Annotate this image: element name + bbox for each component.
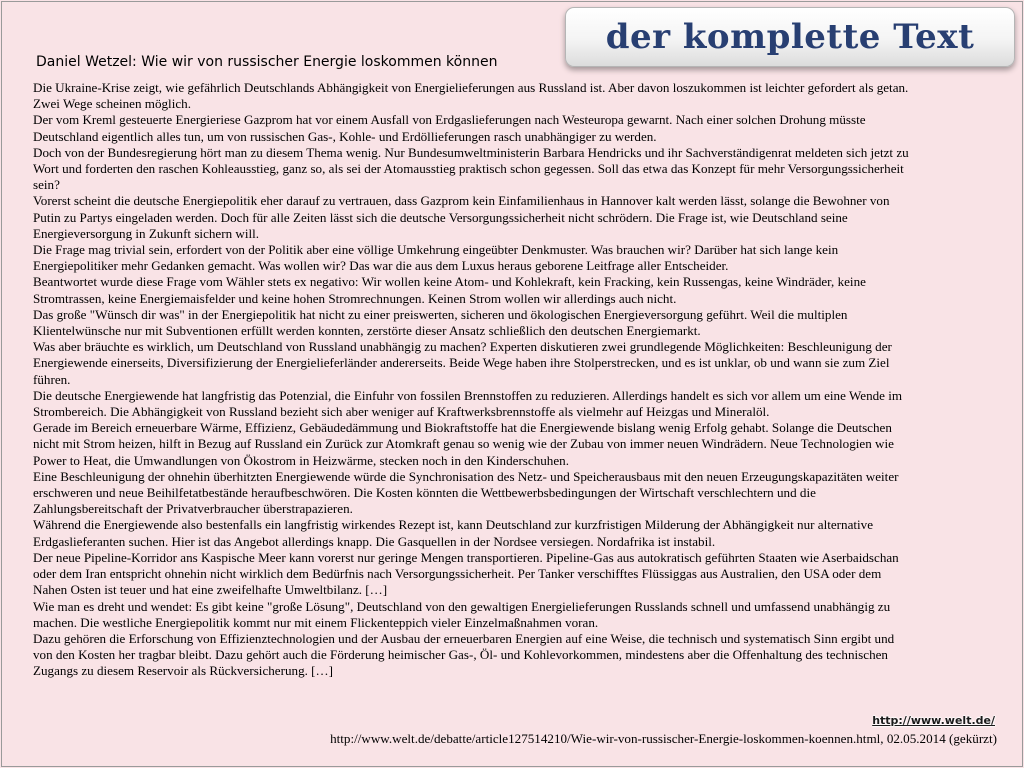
body-line: Die Ukraine-Krise zeigt, wie gefährlich Deutschlands Abhängigkeit von Energielieferungen aus Russland ist. Aber davon loszukommen ist leichter gefordert als getan. [33,80,909,95]
body-line: Dazu gehören die Erforschung von Effizienztechnologien und der Ausbau der erneuerbaren Energien auf eine Weise, die technisch und systematisch Sinn ergibt und [33,630,895,646]
body-line: Die Frage mag trivial sein, erfordert von der Politik aber eine völlige Umkehrung eingeübter Denkmuster. Was brauchen wir? Darüber hat sich lange kein [33,242,839,258]
body-line: machen. Die westliche Energiepolitik kommt nur mit einem Flickenteppich vieler Einzelmaßnahmen voran. [33,614,599,630]
body-line: Doch von der Bundesregierung hört man zu diesem Thema wenig. Nur Bundesumweltministerin Barbara Hendricks und ihr Sachverständigenrat meldeten sich jetzt zu [33,144,909,160]
body-line: oder dem Iran entspricht ohnehin nicht wirklich dem Bedürfnis nach Versorgungssicherheit. Per Tanker verschifftes Flüssiggas aus Australien, den USA oder dem [33,566,882,582]
body-line: Wort und forderten den raschen Kohleausstieg, ganz so, als sei der Atomausstieg praktisch schon gegessen. Soll das etwa das Konzept für mehr Versorgungssicherheit [33,161,904,177]
body-line: Zugangs zu diesem Reservoir als Rückversicherung. […] [33,663,333,679]
body-line: führen. [33,371,71,387]
body-line: Der vom Kreml gesteuerte Energieriese Gazprom hat vor einem Ausfall von Erdgaslieferungen nach Westeuropa gewarnt. Nach einer solchen Drohung müsste [33,112,866,128]
welt-link[interactable]: http://www.welt.de/ [872,714,995,727]
body-line: Vorerst scheint die deutsche Energiepolitik eher darauf zu vertrauen, dass Gazprom kein Einfamilienhaus in Hannover kalt werden lässt, solange die Bewohner von [33,193,890,209]
body-line: Das große "Wünsch dir was" in der Energiepolitik hat nicht zu einer preiswerten, sicheren und ökologischen Energieversorgung geführt. Weil die multiplen [33,306,848,322]
body-line: Power to Heat, die Umwandlungen von Ökostrom in Heizwärme, stecken noch in den Kinderschuhen. [33,452,569,468]
body-line: nicht mit Strom heizen, hilft in Bezug auf Russland ein Zurück zur Atomkraft genau so wenig wie der Zubau von immer neuen Windrädern. Neue Technologien wie [33,436,894,452]
source-citation: http://www.welt.de/debatte/article127514210/Wie-wir-von-russischer-Energie-loskommen-koennen.html, 02.05.2014 (gekürzt) [330,731,997,746]
body-line: erschweren und neue Beihilfetatbestände heraufbeschwören. Die Kosten könnten die Wettbewerbsbedingungen der Wirtschaft verschlechtern und die [33,485,816,501]
body-line: Strombereich. Die Abhängigkeit von Russland bezieht sich aber weniger auf Kraftwerksbrennstoffe als vielmehr auf Heizgas und Mineralöl. [33,404,770,420]
body-line: Zwei Wege scheinen möglich. [33,96,191,112]
article-heading: Daniel Wetzel: Wie wir von russischer Energie loskommen können [36,54,498,70]
title-banner [565,7,1015,67]
body-line: Die deutsche Energiewende hat langfristig das Potenzial, die Einfuhr von fossilen Brennstoffen zu reduzieren. Allerdings handelt es sich vor allem um eine Wende im [33,387,903,403]
body-line: Deutschland eigentlich alles tun, um von russischen Gas-, Kohle- und Erdöllieferungen rasch unabhängiger zu werden. [33,128,657,144]
body-line: Zahlungsbereitschaft der Privatverbraucher überstrapazieren. [33,501,353,517]
body-line: von den Kosten her tragbar bleibt. Dazu gehört auch die Förderung heimischer Gas-, Öl- und Kohlevorkommen, mindestens aber die Offenhaltung des technischen [33,647,888,663]
body-line: Während die Energiewende also bestenfalls ein langfristig wirkendes Rezept ist, kann Deutschland zur kurzfristigen Milderung der Abhängigkeit nur alternative [33,517,874,533]
body-line: Erdgaslieferanten suchen. Hier ist das Angebot allerdings knapp. Die Gasquellen in der Nordsee versiegen. Nordafrika ist instabil. [33,533,716,549]
body-line: Nahen Osten ist teuer und hat eine zweifelhafte Umweltbilanz. […] [33,582,388,598]
body-line: Der neue Pipeline-Korridor ans Kaspische Meer kann vorerst nur geringe Mengen transportieren. Pipeline-Gas aus autokratisch geführten Staaten wie Aserbaidschan [33,549,899,565]
body-line: Stromtrassen, keine Energiemaisfelder und keine hohen Stromrechnungen. Keinen Strom wollen wir allerdings auch nicht. [33,290,677,306]
body-line: Energiewende einerseits, Diversifizierung der Energielieferländer andererseits. Beide Wege haben ihre Stolperstrecken, und es ist unklar, ob und wann sie zum Ziel [33,355,890,371]
body-line: Gerade im Bereich erneuerbare Wärme, Effizienz, Gebäudedämmung und Biokraftstoffe hat die Energiewende bislang wenig Erfolg gehabt. Solange die Deutschen [33,420,892,436]
body-line: Was aber bräuchte es wirklich, um Deutschland von Russland unabhängig zu machen? Experten diskutieren zwei grundlegende Möglichkeiten: Beschleunigung der [33,339,892,355]
body-line: Eine Beschleunigung der ohnehin überhitzten Energiewende würde die Synchronisation des Netz- und Speicherausbaus mit den neuen Erzeugungskapazitäten weiter [33,468,899,484]
body-line: Energiepolitiker mehr Gedanken gemacht. Was wollen wir? Das war die aus dem Luxus heraus geborene Leitfrage aller Entscheider. [33,258,729,274]
body-line: Wie man es dreht und wendet: Es gibt keine "große Lösung", Deutschland von den gewaltigen Energielieferungen Russlands schnell und umfassend unabhängig zu [33,598,891,614]
article-body [33,80,1003,680]
title-text: der komplette Text [605,17,975,57]
body-line: Putin zu Partys eingeladen werden. Doch für alle Zeiten lässt sich die deutsche Versorgungssicherheit nicht schrödern. Die Frage ist, wie Deutschland seine [33,209,848,225]
body-line: Energieversorgung in Zukunft sichern will. [33,225,260,241]
body-line: sein? [33,177,60,193]
body-line: Beantwortet wurde diese Frage vom Wähler stets ex negativo: Wir wollen keine Atom- und Kohlekraft, kein Fracking, kein Russengas, keine Windräder, keine [33,274,866,290]
body-line: Klientelwünsche nur mit Subventionen erfüllt werden konnten, zerstörte dieser Ansatz schließlich den deutschen Energiemarkt. [33,323,701,339]
